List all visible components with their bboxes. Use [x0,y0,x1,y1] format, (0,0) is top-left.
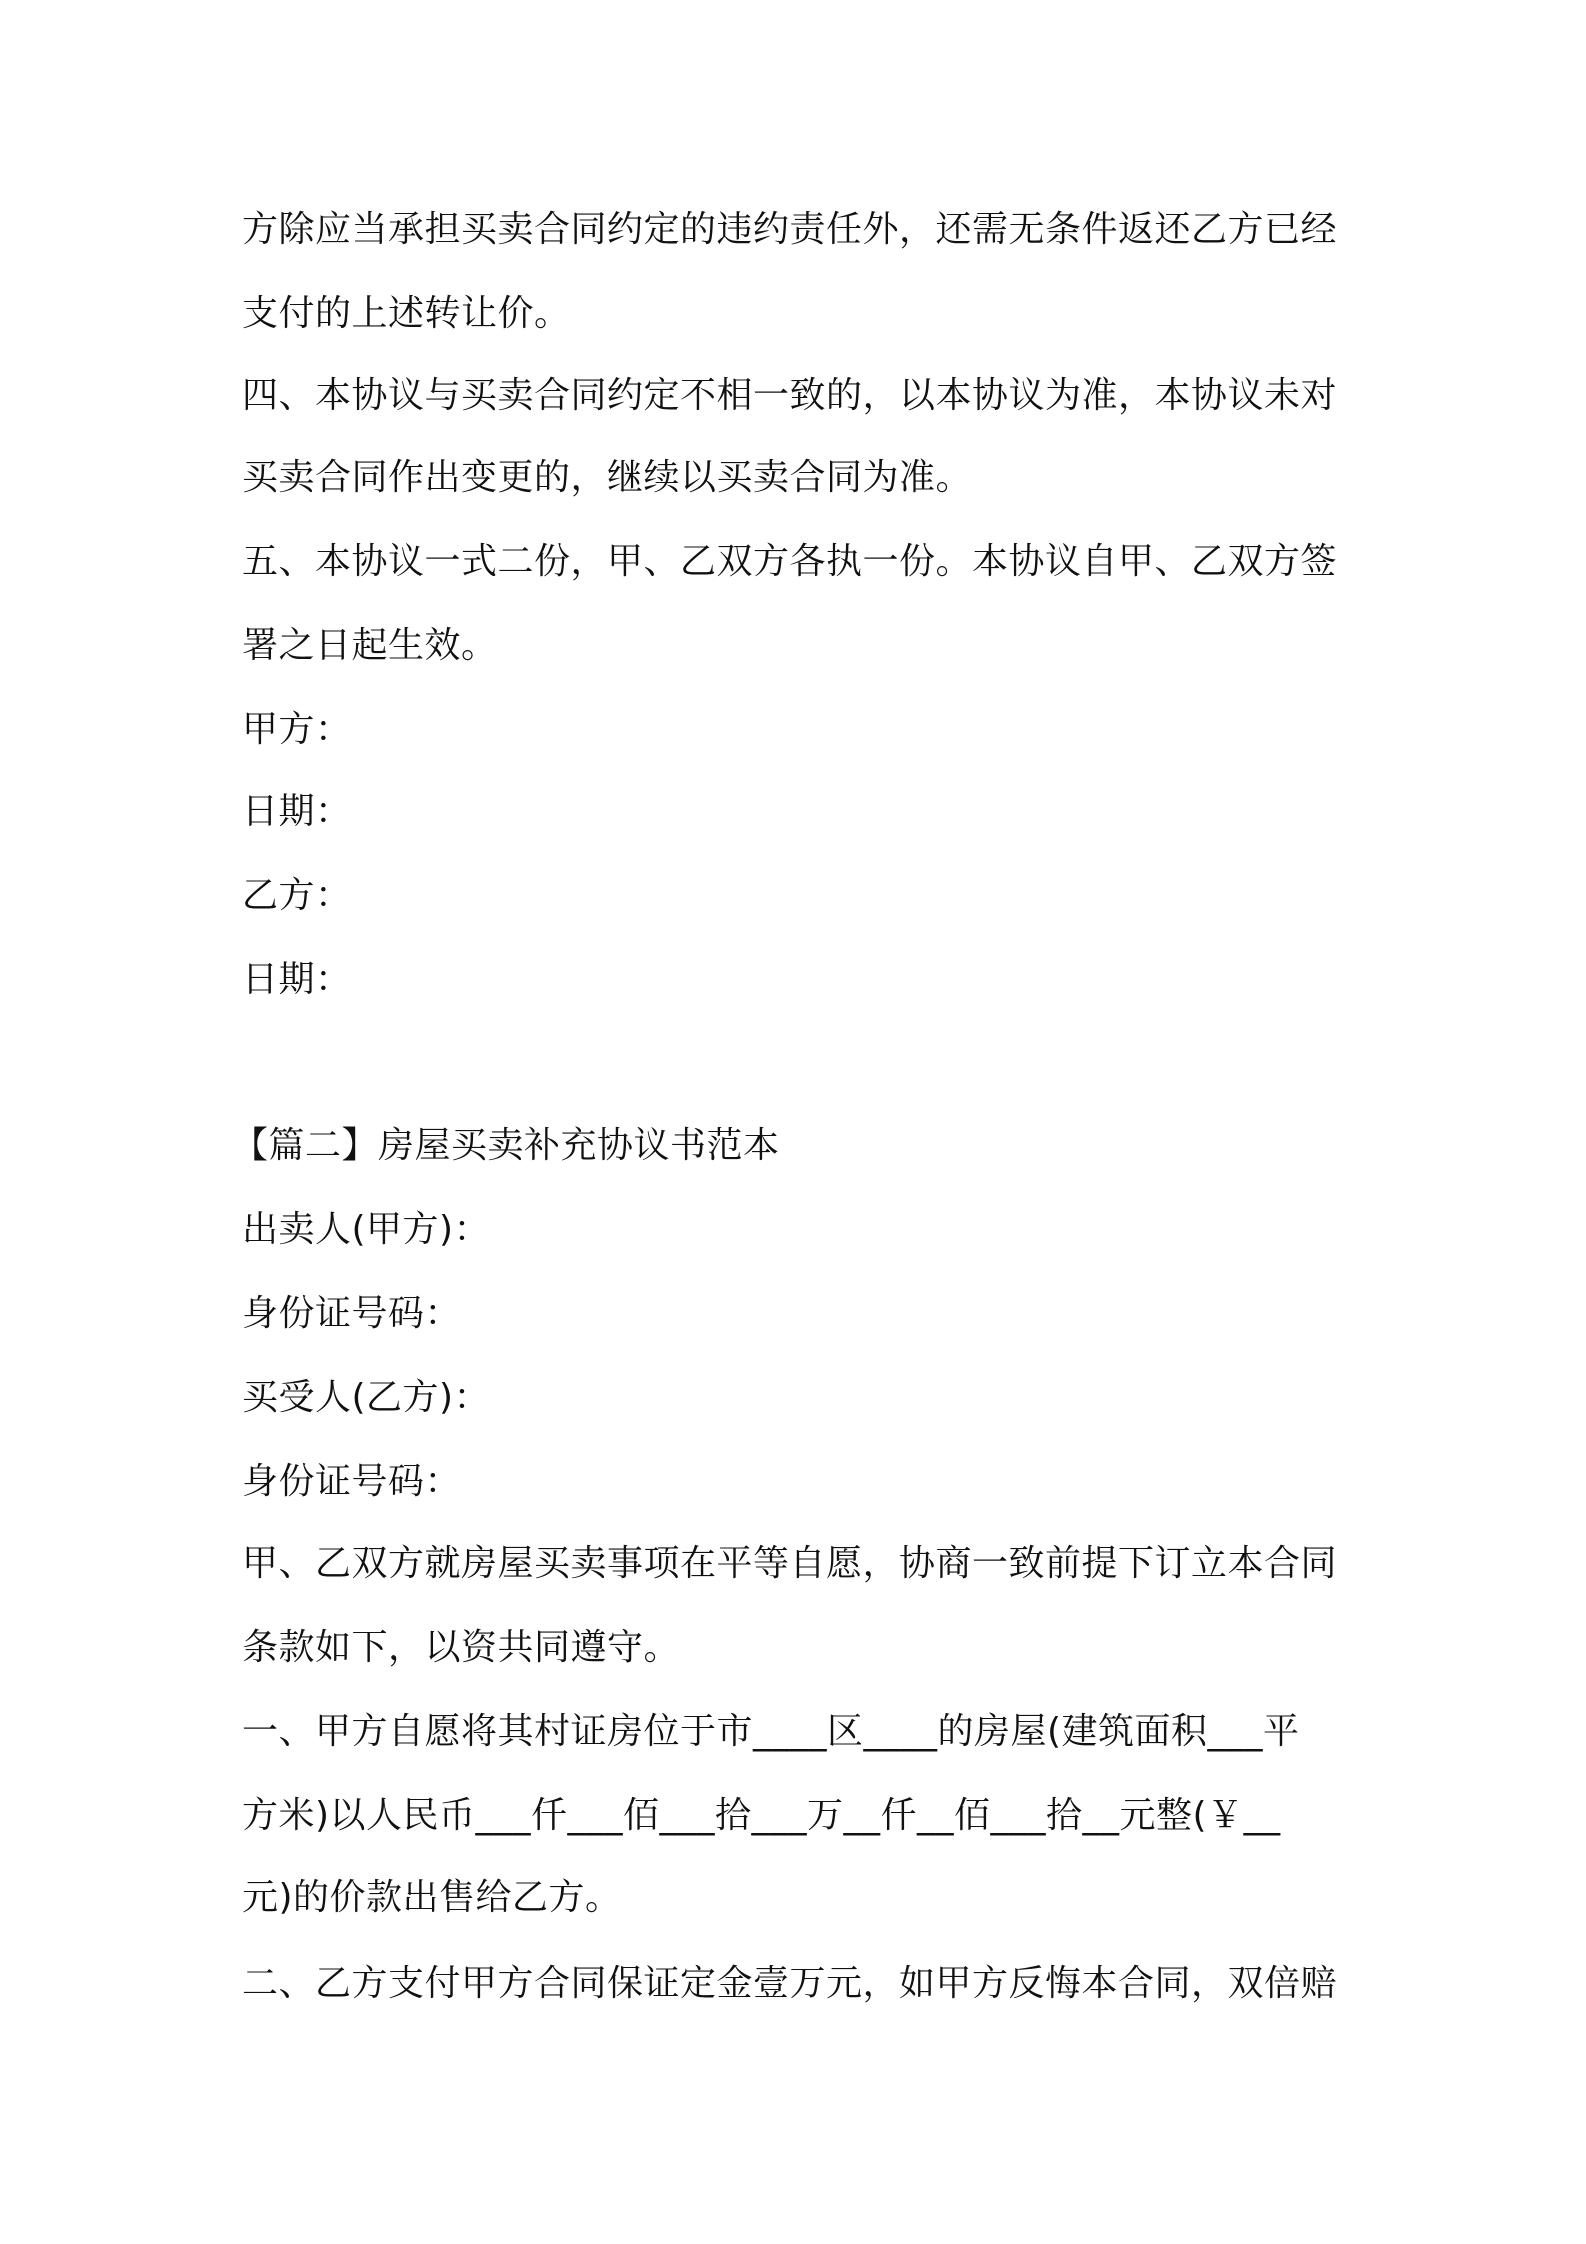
clause-five-line: 五、本协议一式二份，甲、乙双方各执一份。本协议自甲、乙双方签 [242,541,1338,582]
intro-line: 甲、乙双方就房屋买卖事项在平等自愿，协商一致前提下订立本合同 [242,1543,1338,1584]
clause-two-line: 二、乙方支付甲方合同保证定金壹万元，如甲方反悔本合同，双倍赔 [242,1963,1338,2004]
seller-id-label: 身份证号码： [242,1293,462,1334]
paragraph-line: 方米)以人民币___仟___佰___拾___万__仟__佰___拾__元整(￥__ [242,1795,1281,1836]
party-a-signature-label: 甲方： [242,709,352,750]
paragraph-line: 元)的价款出售给乙方。 [242,1877,622,1918]
party-b-signature-label: 乙方： [242,875,352,916]
clause-four-line: 四、本协议与买卖合同约定不相一致的，以本协议为准，本协议未对 [242,375,1338,416]
date-label: 日期： [242,791,352,832]
paragraph-line: 条款如下，以资共同遵守。 [242,1627,681,1668]
paragraph-line: 买卖合同作出变更的，继续以买卖合同为准。 [242,457,973,498]
buyer-id-label: 身份证号码： [242,1461,462,1502]
clause-one-line: 一、甲方自愿将其村证房位于市____区____的房屋(建筑面积___平 [242,1711,1300,1752]
date-label: 日期： [242,959,352,1000]
section-heading: 【篇二】房屋买卖补充协议书范本 [232,1125,780,1166]
paragraph-line: 署之日起生效。 [242,625,498,666]
paragraph-line: 方除应当承担买卖合同约定的违约责任外，还需无条件返还乙方已经 [242,209,1338,250]
paragraph-line: 支付的上述转让价。 [242,293,571,334]
seller-label: 出卖人(甲方)： [242,1209,491,1250]
buyer-label: 买受人(乙方)： [242,1377,491,1418]
